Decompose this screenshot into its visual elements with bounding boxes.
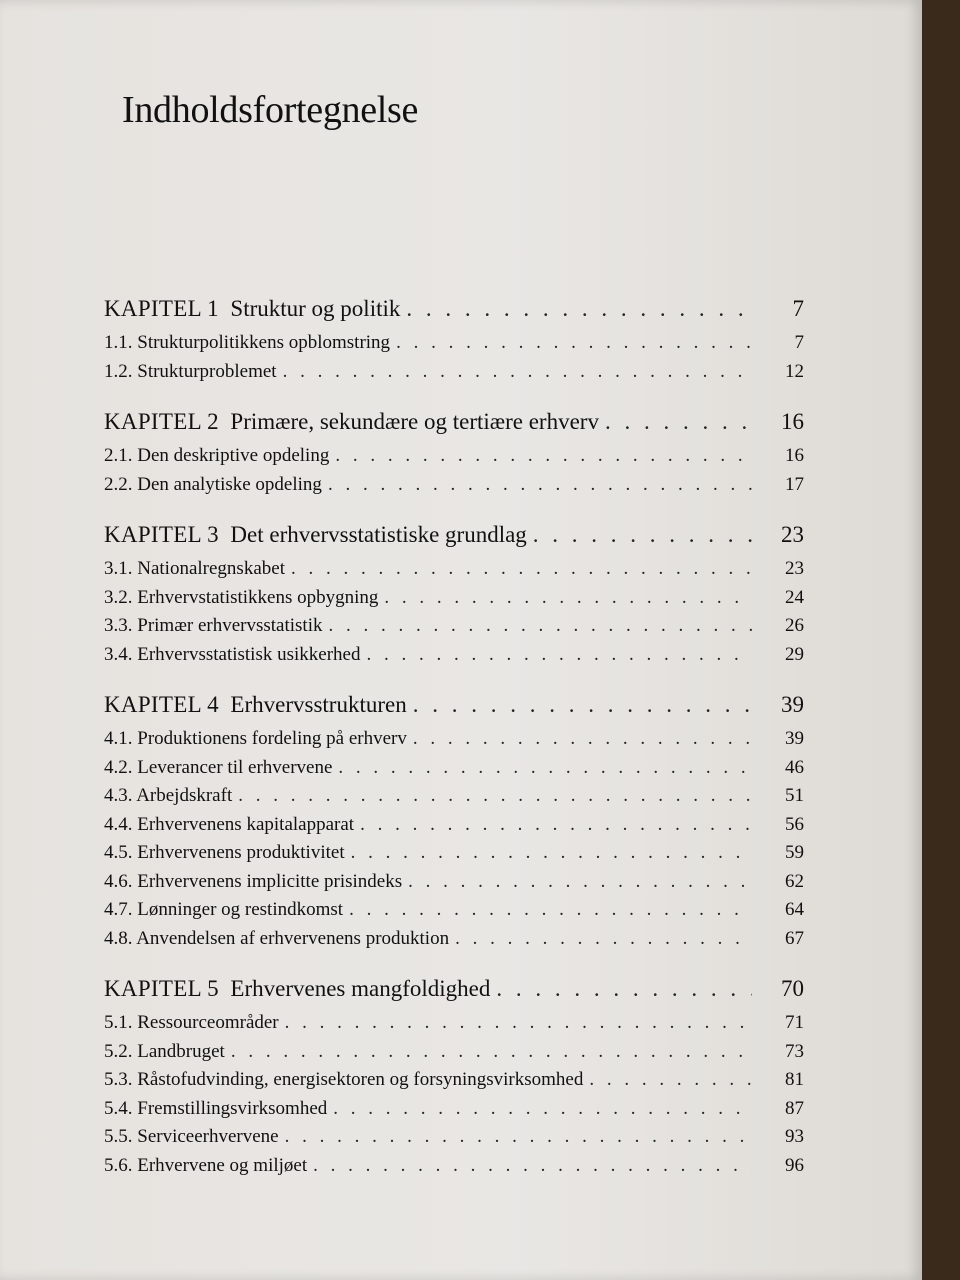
section-page-number: 12 [785, 360, 804, 382]
section-number: 5.4. [104, 1097, 133, 1119]
chapter-title: Erhvervenes mangfoldighed [230, 976, 491, 1001]
dot-leader [238, 785, 752, 807]
section-number: 3.3. [104, 615, 133, 636]
section-heading [104, 928, 449, 950]
dot-leader [313, 1155, 752, 1177]
section-entry [104, 842, 804, 871]
section-heading [104, 1098, 327, 1120]
section-entry [104, 814, 804, 843]
section-number: 4.5. [104, 842, 133, 863]
section-heading [104, 474, 322, 496]
section-title: Erhvervenens kapitalapparat [137, 813, 355, 835]
section-heading [104, 644, 360, 666]
section-page-number: 29 [785, 643, 804, 665]
section-number: 5.3. [104, 1069, 133, 1090]
chapter-number: KAPITEL 1 [104, 296, 219, 321]
dot-leader [413, 728, 752, 750]
dot-leader [291, 558, 752, 580]
section-page-number: 62 [785, 870, 804, 892]
dot-leader [328, 474, 752, 496]
section-title: Primær erhvervsstatistik [137, 615, 323, 636]
chapter-entry [104, 409, 804, 445]
dot-leader [455, 928, 752, 950]
section-heading [104, 1126, 279, 1148]
section-entry [104, 928, 804, 957]
chapter-title: Det erhvervsstatistiske grundlag [230, 522, 527, 547]
section-page-number: 23 [785, 558, 804, 579]
section-number: 4.4. [104, 813, 133, 835]
section-title: Lønninger og restindkomst [137, 899, 344, 920]
section-entry [104, 1126, 804, 1155]
dot-leader [406, 296, 752, 322]
section-page-number: 67 [785, 927, 804, 949]
section-page-number: 96 [785, 1154, 804, 1176]
section-title: Erhvervenens implicitte prisindeks [137, 870, 403, 892]
section-heading [104, 615, 322, 637]
section-heading [104, 558, 285, 580]
section-title: Anvendelsen af erhvervenens produktion [136, 927, 450, 949]
chapter-page-number: 39 [781, 692, 804, 717]
section-entry [104, 474, 804, 503]
section-entry [104, 644, 804, 673]
chapter-title: Erhvervsstrukturen [230, 692, 407, 717]
dot-leader [589, 1069, 752, 1091]
dot-leader [496, 976, 752, 1002]
dot-leader [384, 587, 752, 609]
section-page-number: 81 [785, 1069, 804, 1090]
chapter-title: Struktur og politik [230, 296, 401, 321]
dot-leader [413, 692, 752, 718]
section-number: 5.1. [104, 1012, 133, 1033]
section-heading [104, 1012, 279, 1034]
dot-leader [333, 1098, 752, 1120]
section-number: 3.1. [104, 558, 133, 579]
page-title: Indholdsfortegnelse [122, 89, 419, 131]
section-entry [104, 871, 804, 900]
chapter-entry [104, 976, 804, 1012]
section-title: Erhvervstatistikkens opbygning [137, 586, 379, 608]
section-entry [104, 728, 804, 757]
chapter-number: KAPITEL 2 [104, 409, 219, 434]
section-title: Strukturproblemet [137, 360, 277, 382]
dot-leader [285, 1126, 752, 1148]
section-entry [104, 1041, 804, 1070]
section-entry [104, 785, 804, 814]
section-number: 1.1. [104, 332, 133, 353]
section-entry [104, 899, 804, 928]
section-page-number: 24 [785, 586, 804, 608]
chapter-heading [104, 296, 400, 322]
section-title: Nationalregnskabet [137, 558, 285, 579]
section-number: 4.3. [104, 785, 133, 806]
section-page-number: 73 [785, 1040, 804, 1062]
section-heading [104, 785, 232, 807]
section-entry [104, 1098, 804, 1127]
section-number: 4.6. [104, 870, 133, 892]
chapter-number: KAPITEL 4 [104, 692, 219, 717]
chapter-heading [104, 692, 407, 718]
chapter-block [104, 692, 804, 956]
chapter-page-number: 16 [781, 409, 804, 434]
section-number: 2.2. [104, 473, 133, 495]
section-title: Erhvervsstatistisk usikkerhed [137, 643, 361, 665]
section-title: Leverancer til erhvervene [137, 756, 333, 778]
section-heading [104, 1069, 583, 1091]
chapter-block [104, 522, 804, 672]
section-page-number: 26 [785, 615, 804, 636]
chapter-block [104, 409, 804, 502]
section-heading [104, 757, 332, 779]
section-page-number: 46 [785, 756, 804, 778]
dot-leader [351, 842, 752, 864]
section-heading [104, 728, 407, 750]
dot-leader [605, 409, 752, 435]
section-number: 5.2. [104, 1040, 133, 1062]
section-title: Ressourceområder [137, 1012, 279, 1033]
section-heading [104, 871, 402, 893]
section-title: Råstofudvinding, energisektoren og forsyningsvirksomhed [137, 1069, 584, 1090]
section-page-number: 7 [794, 332, 804, 353]
dot-leader [283, 361, 752, 383]
section-title: Serviceerhvervene [137, 1126, 279, 1147]
dot-leader [335, 445, 752, 467]
chapter-heading [104, 976, 490, 1002]
section-number: 2.1. [104, 445, 133, 466]
section-entry [104, 558, 804, 587]
dot-leader [396, 332, 752, 354]
section-heading [104, 445, 329, 467]
chapter-heading [104, 522, 527, 548]
section-heading [104, 332, 390, 354]
section-number: 4.7. [104, 899, 133, 920]
chapter-entry [104, 522, 804, 558]
section-number: 4.1. [104, 728, 133, 749]
section-title: Fremstillingsvirksomhed [137, 1097, 328, 1119]
section-entry [104, 757, 804, 786]
section-heading [104, 842, 345, 864]
section-entry [104, 1155, 804, 1184]
section-heading [104, 814, 354, 836]
chapter-block [104, 976, 804, 1183]
chapter-heading [104, 409, 599, 435]
section-number: 3.4. [104, 643, 133, 665]
section-number: 5.5. [104, 1126, 133, 1147]
section-number: 4.8. [104, 927, 133, 949]
section-page-number: 93 [785, 1126, 804, 1147]
section-entry [104, 361, 804, 390]
section-heading [104, 899, 343, 921]
dot-leader [408, 871, 752, 893]
section-heading [104, 587, 378, 609]
chapter-page-number: 7 [792, 296, 804, 321]
section-title: Strukturpolitikkens opblomstring [137, 332, 391, 353]
dot-leader [366, 644, 752, 666]
chapter-block [104, 296, 804, 389]
chapter-number: KAPITEL 5 [104, 976, 219, 1001]
table-of-contents [104, 296, 804, 1203]
section-page-number: 17 [785, 473, 804, 495]
section-entry [104, 332, 804, 361]
section-title: Landbruget [137, 1040, 225, 1062]
section-heading [104, 1155, 307, 1177]
section-entry [104, 1012, 804, 1041]
section-title: Erhvervenens produktivitet [137, 842, 345, 863]
section-page-number: 16 [785, 445, 804, 466]
dot-leader [349, 899, 752, 921]
chapter-page-number: 23 [781, 522, 804, 547]
dot-leader [231, 1041, 752, 1063]
chapter-entry [104, 692, 804, 728]
section-page-number: 71 [785, 1012, 804, 1033]
section-title: Den deskriptive opdeling [137, 445, 330, 466]
dot-leader [328, 615, 752, 637]
section-entry [104, 445, 804, 474]
section-page-number: 87 [785, 1097, 804, 1119]
chapter-number: KAPITEL 3 [104, 522, 219, 547]
dot-leader [360, 814, 752, 836]
section-number: 4.2. [104, 756, 133, 778]
section-page-number: 39 [785, 728, 804, 749]
section-entry [104, 615, 804, 644]
section-number: 3.2. [104, 586, 133, 608]
section-title: Arbejdskraft [136, 785, 233, 806]
section-number: 1.2. [104, 360, 133, 382]
section-title: Produktionens fordeling på erhverv [137, 728, 407, 749]
section-page-number: 64 [785, 899, 804, 920]
dot-leader [285, 1012, 752, 1034]
section-heading [104, 1041, 225, 1063]
section-heading [104, 361, 277, 383]
chapter-entry [104, 296, 804, 332]
chapter-page-number: 70 [781, 976, 804, 1001]
section-page-number: 59 [785, 842, 804, 863]
dot-leader [533, 522, 752, 548]
chapter-title: Primære, sekundære og tertiære erhverv [230, 409, 599, 434]
section-title: Erhvervene og miljøet [137, 1154, 308, 1176]
section-page-number: 51 [785, 785, 804, 806]
section-page-number: 56 [785, 813, 804, 835]
section-title: Den analytiske opdeling [137, 473, 322, 495]
section-entry [104, 1069, 804, 1098]
dot-leader [338, 757, 752, 779]
section-entry [104, 587, 804, 616]
section-number: 5.6. [104, 1154, 133, 1176]
